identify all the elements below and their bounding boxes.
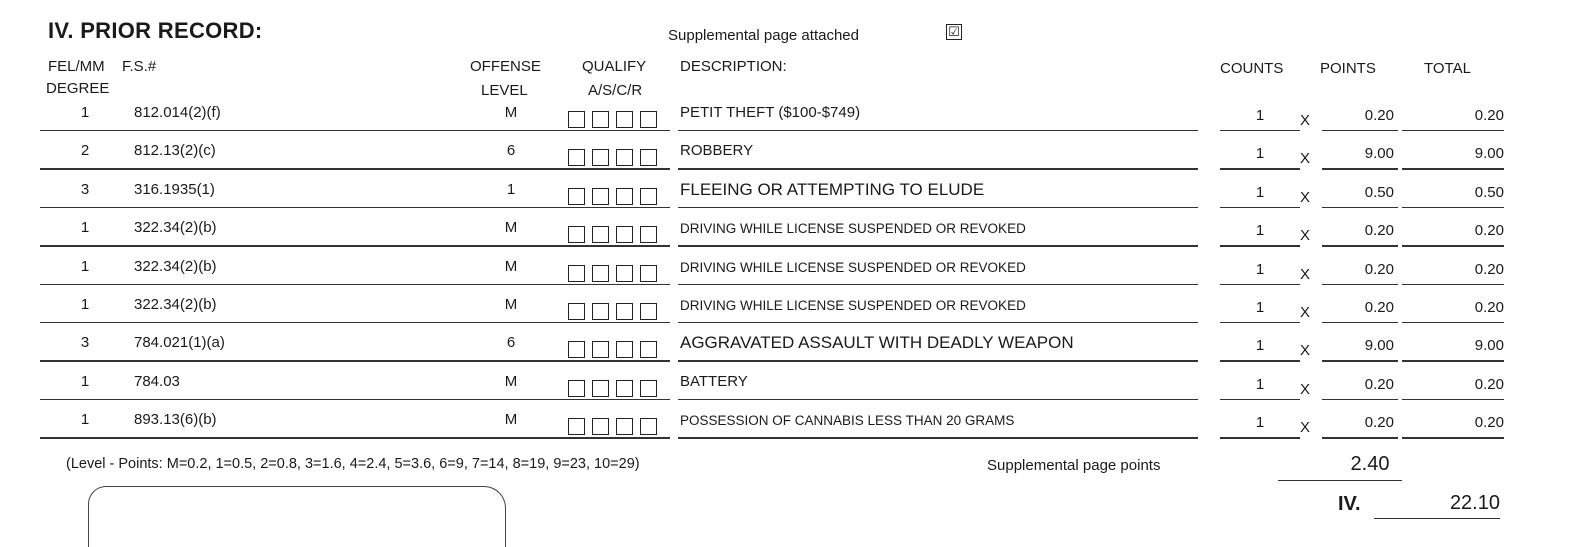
multiply-sign: X [1300,419,1311,437]
qualify-r-checkbox[interactable] [640,380,657,397]
qualify-c-checkbox[interactable] [616,226,633,243]
points-cell[interactable]: 0.20 [1364,107,1394,124]
points-cell[interactable]: 9.00 [1364,337,1394,355]
qualify-r-checkbox[interactable] [640,188,657,205]
row-underline-main [40,207,670,208]
total-cell[interactable]: 0.20 [1474,260,1504,278]
offense-level-cell[interactable]: M [504,411,518,429]
row-underline-main [40,437,670,438]
level-points-legend: (Level - Points: M=0.2, 1=0.5, 2=0.8, 3=1.6, 4=2.4, 5=3.6, 6=9, 7=14, 8=19, 9=23, 10=29) [66,456,640,472]
handwritten-note-box [88,486,506,547]
qualify-checkboxes [568,226,657,243]
counts-cell[interactable]: 1 [1255,145,1265,163]
qualify-a-checkbox[interactable] [568,111,585,128]
row-underline-points [1322,284,1398,285]
qualify-c-checkbox[interactable] [616,303,633,320]
qualify-checkboxes [568,111,657,128]
fs-number-cell[interactable]: 322.34(2)(b) [134,296,217,313]
degree-cell[interactable]: 3 [80,334,90,352]
multiply-sign: X [1300,227,1311,245]
description-cell[interactable]: DRIVING WHILE LICENSE SUSPENDED OR REVOKED [680,259,1026,275]
description-cell[interactable]: DRIVING WHILE LICENSE SUSPENDED OR REVOKED [680,221,1026,237]
qualify-a-checkbox[interactable] [568,418,585,435]
header-degree: DEGREE [46,80,110,97]
fs-number-cell[interactable]: 322.34(2)(b) [134,219,217,237]
multiply-sign: X [1300,150,1311,168]
points-cell[interactable]: 0.20 [1364,260,1394,278]
qualify-c-checkbox[interactable] [616,380,633,397]
multiply-sign: X [1300,188,1311,206]
counts-cell[interactable]: 1 [1255,375,1265,393]
row-underline-points [1322,399,1398,400]
total-cell[interactable]: 0.20 [1474,299,1504,316]
row-underline-main [40,284,670,285]
table-row [0,405,1582,443]
row-underline-description [678,360,1198,361]
row-underline-description [678,284,1198,285]
fs-number-cell[interactable]: 784.021(1)(a) [134,334,225,352]
supplemental-points-label: Supplemental page points [987,457,1161,474]
qualify-r-checkbox[interactable] [640,341,657,358]
total-cell[interactable]: 0.20 [1474,414,1504,432]
table-row [0,175,1582,213]
total-cell[interactable]: 0.20 [1474,107,1504,124]
qualify-r-checkbox[interactable] [640,265,657,282]
counts-cell[interactable]: 1 [1255,107,1265,124]
offense-level-cell[interactable]: 6 [506,142,516,160]
offense-level-cell[interactable]: M [504,104,518,121]
row-underline-total [1402,207,1504,208]
degree-cell[interactable]: 3 [80,180,90,198]
row-underline-counts [1220,245,1300,246]
degree-cell[interactable]: 1 [80,257,90,275]
points-cell[interactable]: 0.20 [1364,222,1394,240]
qualify-s-checkbox[interactable] [592,226,609,243]
qualify-s-checkbox[interactable] [592,380,609,397]
header-qualify-codes: A/S/C/R [588,82,643,99]
points-cell[interactable]: 0.50 [1364,183,1394,201]
qualify-a-checkbox[interactable] [568,265,585,282]
table-row [0,328,1582,366]
row-underline-counts [1220,284,1300,285]
offense-level-cell[interactable]: M [504,257,518,275]
degree-cell[interactable]: 1 [80,219,90,237]
row-underline-description [678,130,1198,131]
header-fel-mm: FEL/MM [48,58,105,75]
supplemental-attached-checkbox[interactable]: ☑ [946,24,962,40]
qualify-a-checkbox[interactable] [568,226,585,243]
qualify-s-checkbox[interactable] [592,265,609,282]
fs-number-cell[interactable]: 893.13(6)(b) [134,411,217,429]
fs-number-cell[interactable]: 812.13(2)(c) [134,142,216,160]
row-underline-main [40,168,670,169]
table-row [0,136,1582,174]
total-cell[interactable]: 0.50 [1474,183,1504,201]
row-underline-counts [1220,437,1300,438]
description-cell[interactable]: POSSESSION OF CANNABIS LESS THAN 20 GRAMS [680,413,1015,429]
header-counts: COUNTS [1220,60,1284,77]
description-cell[interactable]: BATTERY [680,372,748,390]
degree-cell[interactable]: 1 [80,372,90,390]
counts-cell[interactable]: 1 [1255,414,1265,432]
section-total-underline [1374,518,1500,519]
table-row [0,252,1582,290]
section-total-value[interactable]: 22.10 [1449,492,1500,514]
row-underline-main [40,360,670,361]
total-cell[interactable]: 0.20 [1474,375,1504,393]
description-cell[interactable]: DRIVING WHILE LICENSE SUSPENDED OR REVOKED [680,298,1026,313]
table-row [0,290,1582,328]
qualify-c-checkbox[interactable] [616,341,633,358]
qualify-checkboxes [568,188,657,205]
qualify-c-checkbox[interactable] [616,111,633,128]
counts-cell[interactable]: 1 [1255,260,1265,278]
offense-level-cell[interactable]: M [504,219,518,237]
qualify-a-checkbox[interactable] [568,188,585,205]
counts-cell[interactable]: 1 [1255,299,1265,316]
supplemental-attached-label: Supplemental page attached [668,27,859,44]
section-title: IV. PRIOR RECORD: [48,18,263,43]
description-cell[interactable]: AGGRAVATED ASSAULT WITH DEADLY WEAPON [680,333,1074,353]
qualify-c-checkbox[interactable] [616,149,633,166]
row-underline-description [678,168,1198,169]
row-underline-counts [1220,399,1300,400]
row-underline-counts [1220,168,1300,169]
row-underline-points [1322,360,1398,361]
qualify-c-checkbox[interactable] [616,265,633,282]
description-cell[interactable]: ROBBERY [680,142,754,160]
row-underline-total [1402,322,1504,323]
row-underline-total [1402,360,1504,361]
qualify-s-checkbox[interactable] [592,188,609,205]
qualify-r-checkbox[interactable] [640,226,657,243]
counts-cell[interactable]: 1 [1255,337,1265,355]
section-total-label: IV. [1338,493,1361,515]
total-cell[interactable]: 9.00 [1474,337,1504,355]
table-row [0,367,1582,405]
row-underline-description [678,245,1198,246]
offense-level-cell[interactable]: 6 [506,334,516,352]
description-cell[interactable]: FLEEING OR ATTEMPTING TO ELUDE [680,179,985,199]
row-underline-total [1402,168,1504,169]
degree-cell[interactable]: 1 [80,296,90,313]
row-underline-description [678,399,1198,400]
row-underline-description [678,207,1198,208]
fs-number-cell[interactable]: 812.014(2)(f) [134,104,221,121]
offense-level-cell[interactable]: 1 [506,180,516,198]
qualify-checkboxes [568,341,657,358]
row-underline-main [40,245,670,246]
row-underline-counts [1220,360,1300,361]
qualify-a-checkbox[interactable] [568,380,585,397]
fs-number-cell[interactable]: 784.03 [134,372,180,390]
header-total: TOTAL [1424,60,1471,77]
header-level: LEVEL [481,82,528,99]
row-underline-main [40,322,670,323]
qualify-r-checkbox[interactable] [640,303,657,320]
supplemental-points-value[interactable]: 2.40 [1350,453,1390,475]
multiply-sign: X [1300,304,1311,321]
fs-number-cell[interactable]: 322.34(2)(b) [134,257,217,275]
header-description: DESCRIPTION: [680,58,787,75]
row-underline-counts [1220,207,1300,208]
qualify-r-checkbox[interactable] [640,111,657,128]
row-underline-points [1322,130,1398,131]
table-row [0,98,1582,136]
row-underline-total [1402,437,1504,438]
row-underline-description [678,322,1198,323]
header-offense: OFFENSE [470,58,541,75]
qualify-a-checkbox[interactable] [568,303,585,320]
supplemental-points-underline [1278,480,1402,481]
header-fs-number: F.S.# [122,58,157,75]
multiply-sign: X [1300,265,1311,283]
points-cell[interactable]: 0.20 [1364,414,1394,432]
points-cell[interactable]: 0.20 [1364,375,1394,393]
qualify-r-checkbox[interactable] [640,418,657,435]
qualify-a-checkbox[interactable] [568,149,585,166]
qualify-s-checkbox[interactable] [592,111,609,128]
offense-level-cell[interactable]: M [504,296,518,313]
description-cell[interactable]: PETIT THEFT ($100-$749) [680,104,861,121]
degree-cell[interactable]: 1 [80,411,90,429]
points-cell[interactable]: 0.20 [1364,299,1394,316]
multiply-sign: X [1300,112,1311,129]
qualify-c-checkbox[interactable] [616,188,633,205]
row-underline-points [1322,168,1398,169]
multiply-sign: X [1300,380,1311,398]
total-cell[interactable]: 0.20 [1474,222,1504,240]
qualify-checkboxes [568,265,657,282]
counts-cell[interactable]: 1 [1255,222,1265,240]
points-cell[interactable]: 9.00 [1364,145,1394,163]
row-underline-points [1322,437,1398,438]
row-underline-total [1402,245,1504,246]
row-underline-counts [1220,322,1300,323]
counts-cell[interactable]: 1 [1255,183,1265,201]
qualify-c-checkbox[interactable] [616,418,633,435]
qualify-checkboxes [568,303,657,320]
qualify-s-checkbox[interactable] [592,341,609,358]
row-underline-points [1322,245,1398,246]
row-underline-main [40,399,670,400]
qualify-s-checkbox[interactable] [592,149,609,166]
row-underline-total [1402,284,1504,285]
qualify-s-checkbox[interactable] [592,418,609,435]
qualify-s-checkbox[interactable] [592,303,609,320]
multiply-sign: X [1300,342,1311,360]
fs-number-cell[interactable]: 316.1935(1) [134,180,215,198]
qualify-a-checkbox[interactable] [568,341,585,358]
qualify-checkboxes [568,418,657,435]
total-cell[interactable]: 9.00 [1474,145,1504,163]
row-underline-description [678,437,1198,438]
qualify-checkboxes [568,149,657,166]
degree-cell[interactable]: 1 [80,104,90,121]
degree-cell[interactable]: 2 [80,142,90,160]
table-row [0,213,1582,251]
row-underline-counts [1220,130,1300,131]
row-underline-points [1322,207,1398,208]
row-underline-points [1322,322,1398,323]
row-underline-main [40,130,670,131]
offense-level-cell[interactable]: M [504,372,518,390]
qualify-checkboxes [568,380,657,397]
header-qualify: QUALIFY [582,58,647,75]
qualify-r-checkbox[interactable] [640,149,657,166]
header-points: POINTS [1320,60,1376,77]
row-underline-total [1402,399,1504,400]
row-underline-total [1402,130,1504,131]
